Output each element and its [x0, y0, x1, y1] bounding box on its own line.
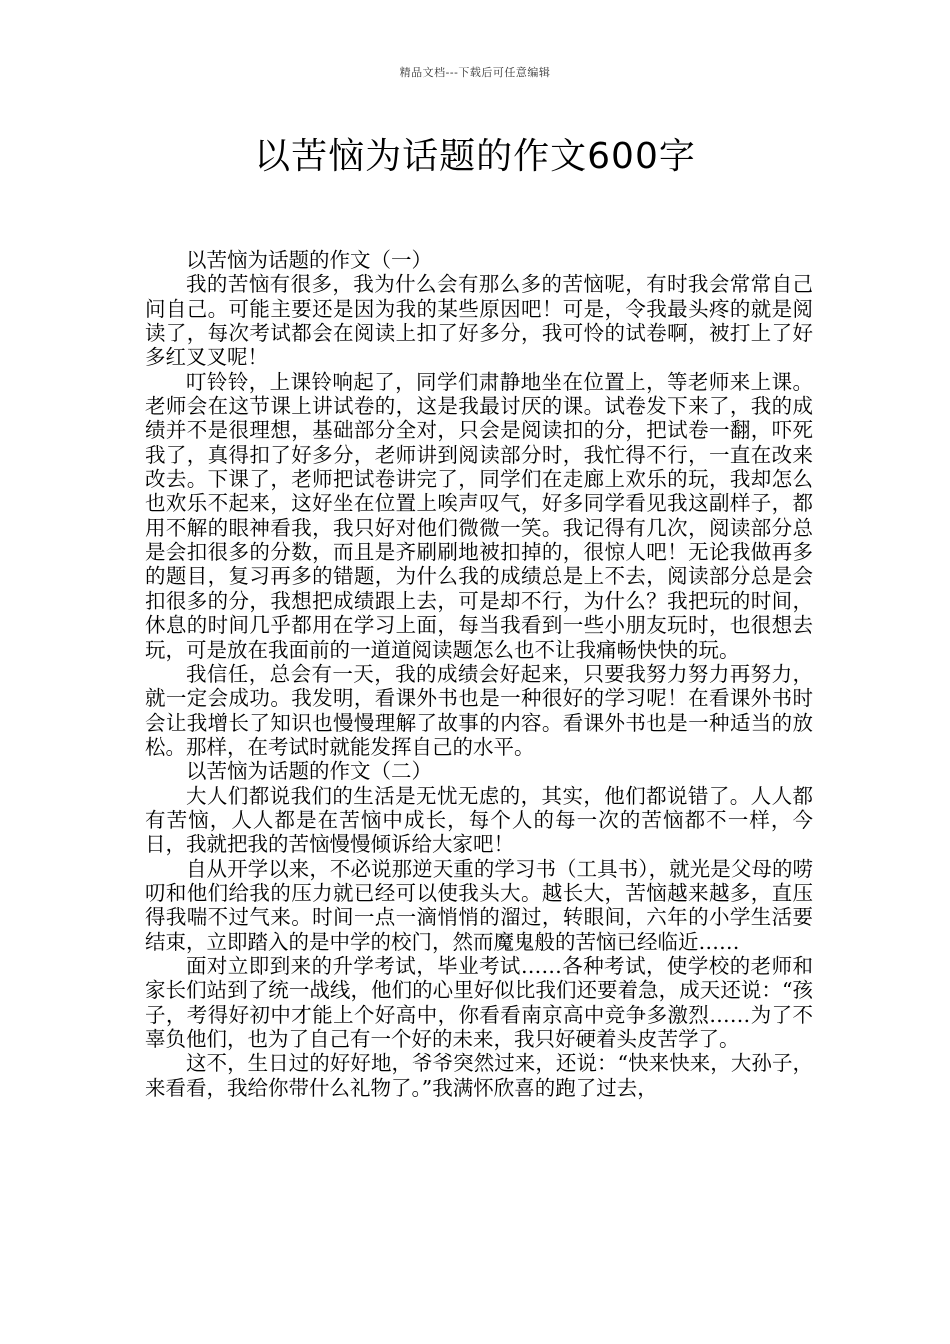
paragraph: 这不，生日过的好好地，爷爷突然过来，还说：“快来快来，大孙子，来看看，我给你带什么礼物了。”我满怀欣喜的跑了过去， — [145, 1051, 813, 1100]
section-heading-2: 以苦恼为话题的作文（二） — [186, 759, 432, 784]
paragraph: 叮铃铃，上课铃响起了，同学们肃静地坐在位置上，等老师来上课。老师会在这节课上讲试卷的，这是我最讨厌的课。试卷发下来了，我的成绩并不是很理想，基础部分全对，只会是阅读扣的分，把试卷一翻，吓死我了，真得扣了好多分，老师讲到阅读部分时，我忙得不行，一直在改来改去。下课了，老师把试卷讲完了，同学们在走廊上欢乐的玩，我却怎么也欢乐不起来，这好坐在位置上唉声叹气，好多同学看见我这副样子，都用不解的眼神看我，我只好对他们微微一笑。我记得有几次，阅读部分总是会扣很多的分数，而且是齐刷刷地被扣掉的，很惊人吧！无论我做再多的题目，复习再多的错题，为什么我的成绩总是上不去，阅读部分总是会扣很多的分，我想把成绩跟上去，可是却不行，为什么？我把玩的时间，休息的时间几乎都用在学习上面，每当我看到一些小朋友玩时，也很想去玩，可是放在我面前的一道道阅读题怎么也不让我痛畅快快的玩。 — [145, 369, 813, 662]
document-body — [145, 248, 813, 1100]
paragraph: 我的苦恼有很多，我为什么会有那么多的苦恼呢，有时我会常常自己问自己。可能主要还是因为我的某些原因吧！可是，令我最头疼的就是阅读了，每次考试都会在阅读上扣了好多分，我可怜的试卷啊，被打上了好多红叉叉呢！ — [145, 272, 813, 370]
paragraph: 自从开学以来，不必说那逆天重的学习书（工具书），就光是父母的唠叨和他们给我的压力就已经可以使我头大。越长大，苦恼越来越多，直压得我喘不过气来。时间一点一滴悄悄的溜过，转眼间，六年的小学生活要结束，立即踏入的是中学的校门，然而魔鬼般的苦恼已经临近…… — [145, 856, 813, 954]
document-title: 以苦恼为话题的作文600字 — [254, 136, 696, 177]
paragraph: 大人们都说我们的生活是无忧无虑的，其实，他们都说错了。人人都有苦恼，人人都是在苦恼中成长，每个人的每一次的苦恼都不一样，今日，我就把我的苦恼慢慢倾诉给大家吧！ — [145, 783, 813, 857]
paragraph: 面对立即到来的升学考试，毕业考试……各种考试，使学校的老师和家长们站到了统一战线，他们的心里好似比我们还要着急，成天还说：“孩子，考得好初中才能上个好高中，你看看南京高中竞争多激烈……为了不辜负他们，也为了自己有一个好的未来，我只好硬着头皮苦学了。 — [145, 953, 813, 1051]
header-note: 精品文档---下载后可任意编辑 — [399, 66, 551, 79]
section-heading-1: 以苦恼为话题的作文（一） — [186, 248, 432, 272]
paragraph: 我信任，总会有一天，我的成绩会好起来，只要我努力努力再努力，就一定会成功。我发明，看课外书也是一种很好的学习呢！在看课外书时会让我增长了知识也慢慢理解了故事的内容。看课外书也是一种适当的放松。那样，在考试时就能发挥自己的水平。 — [145, 661, 813, 759]
